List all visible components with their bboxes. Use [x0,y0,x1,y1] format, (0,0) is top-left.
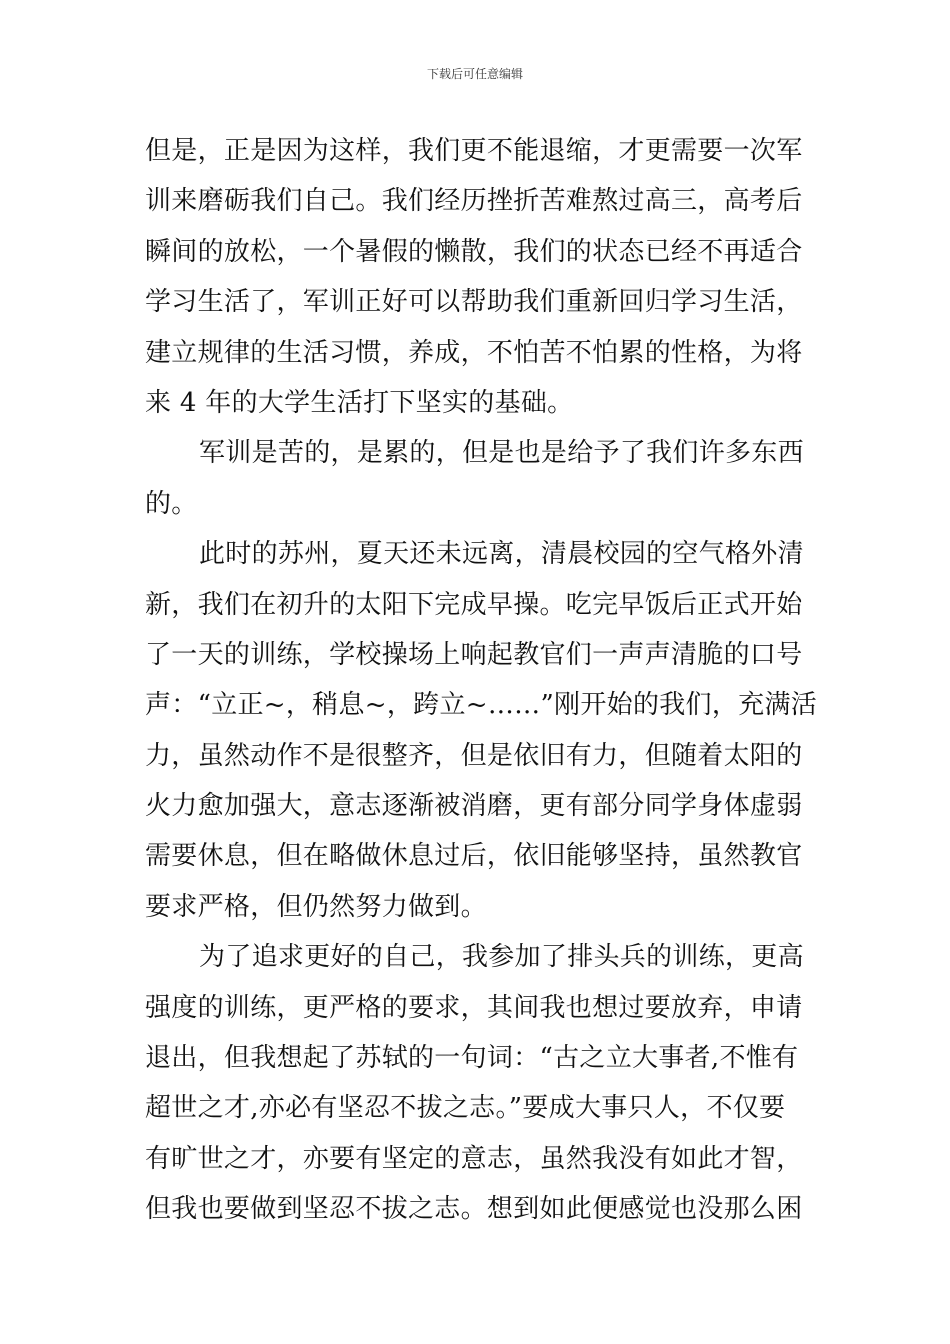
text-line: 超世之才,亦必有坚忍不拔之志。”要成大事只人，不仅要 [145,1093,786,1124]
text-line: 要求严格，但仍然努力做到。 [145,891,487,922]
text-line: 此时的苏州，夏天还未远离，清晨校园的空气格外清 [199,539,804,570]
text-line: 需要休息，但在略做休息过后，依旧能够坚持，虽然教官 [145,841,803,872]
text-line: 来 4 年的大学生活打下坚实的基础。 [145,387,574,418]
text-line: 退出，但我想起了苏轼的一句词：“古之立大事者,不惟有 [145,1043,799,1074]
text-line: 新，我们在初升的太阳下完成早操。吃完早饭后正式开始 [145,589,803,620]
page-header: 下载后可任意编辑 [426,67,523,81]
paragraph-4 [145,932,805,1234]
text-line: 建立规律的生活习惯，养成，不怕苦不怕累的性格，为将 [145,337,803,368]
text-line: 训来磨砺我们自己。我们经历挫折苦难熬过高三，高考后 [145,186,803,217]
text-line: 声：“立正~，稍息~，跨立~……”刚开始的我们，充满活 [145,690,818,721]
paragraph-1 [145,126,805,428]
text-line: 但我也要做到坚忍不拔之志。想到如此便感觉也没那么困 [145,1194,803,1225]
text-line: 力，虽然动作不是很整齐，但是依旧有力，但随着太阳的 [145,740,803,771]
paragraph-3 [145,529,818,932]
text-line: 为了追求更好的自己，我参加了排头兵的训练，更高 [199,942,804,973]
paragraph-2 [145,428,805,529]
text-line: 有旷世之才，亦要有坚定的意志，虽然我没有如此才智， [145,1143,803,1174]
text-line: 学习生活了，军训正好可以帮助我们重新回归学习生活， [145,287,803,318]
text-line: 军训是苦的，是累的，但是也是给予了我们许多东西 [199,438,804,469]
document-body [145,126,818,1235]
text-line: 的。 [145,488,198,519]
text-line: 了一天的训练，学校操场上响起教官们一声声清脆的口号 [145,639,803,670]
text-line: 瞬间的放松，一个暑假的懒散，我们的状态已经不再适合 [145,236,803,267]
text-line: 但是，正是因为这样，我们更不能退缩，才更需要一次军 [145,136,803,166]
text-line: 火力愈加强大，意志逐渐被消磨，更有部分同学身体虚弱 [145,791,803,822]
text-line: 强度的训练，更严格的要求，其间我也想过要放弃，申请 [145,992,803,1023]
